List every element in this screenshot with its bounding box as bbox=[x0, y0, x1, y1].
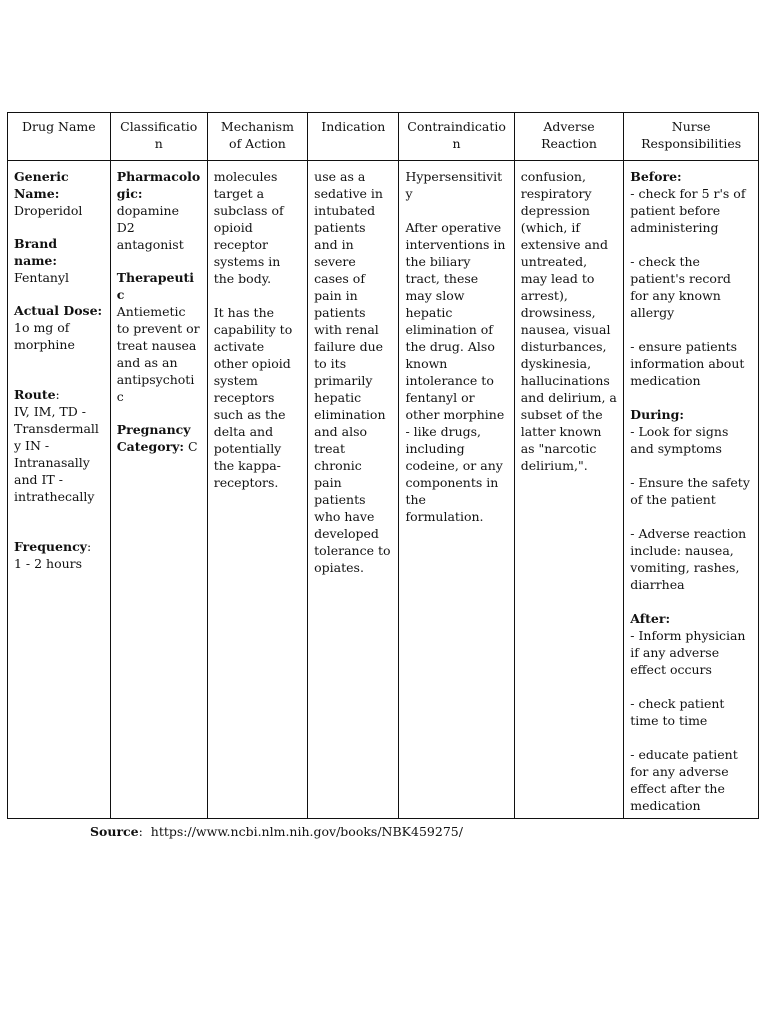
header-contraindication: Contraindication bbox=[399, 113, 514, 161]
after-label: After: bbox=[630, 611, 671, 626]
header-mechanism: Mechanism of Action bbox=[207, 113, 307, 161]
after-item: - educate patient for any adverse effect after the medication bbox=[630, 747, 738, 813]
header-indication: Indication bbox=[308, 113, 399, 161]
route-label: Route bbox=[14, 387, 56, 402]
during-label: During: bbox=[630, 407, 684, 422]
mechanism-paragraph: molecules target a subclass of opioid receptor systems in the body. bbox=[213, 169, 284, 286]
therapeutic-label: Therapeutic bbox=[116, 270, 195, 302]
before-label: Before: bbox=[630, 169, 682, 184]
drug-study-table bbox=[7, 112, 759, 819]
pharmacologic-value: dopamine D2 antagonist bbox=[116, 203, 184, 252]
brand-name-label: Brand name: bbox=[14, 236, 58, 268]
contraindication-paragraph: Hypersensitivity bbox=[405, 169, 503, 201]
source-line: Source: https://www.ncbi.nlm.nih.gov/books/NBK459275/ bbox=[90, 824, 463, 839]
table-header-row bbox=[8, 113, 759, 161]
during-item: - Ensure the safety of the patient bbox=[630, 475, 750, 507]
generic-name-value: Droperidol bbox=[14, 203, 83, 218]
brand-name-value: Fentanyl bbox=[14, 270, 70, 285]
table-row bbox=[8, 161, 759, 819]
before-item: - check the patient's record for any known allergy bbox=[630, 254, 731, 320]
cell-adverse-reaction bbox=[514, 161, 624, 819]
pregnancy-category-value: C bbox=[188, 439, 198, 454]
source-label: Source bbox=[90, 824, 139, 839]
header-adverse-reaction: Adverse Reaction bbox=[514, 113, 624, 161]
pharmacologic-label: Pharmacologic: bbox=[116, 169, 201, 201]
before-item: - check for 5 r's of patient before administering bbox=[630, 186, 746, 235]
route-value: IV, IM, TD - Transdermally IN - Intranasally and IT - intrathecally bbox=[14, 404, 99, 504]
cell-contraindication bbox=[399, 161, 514, 819]
header-nurse-responsibilities: Nurse Responsibilities bbox=[624, 113, 759, 161]
adverse-reaction-text: confusion, respiratory depression (which, if extensive and untreated, may lead to arrest), drowsiness, nausea, visual disturbances, dyskinesia, hallucinations and delirium, a subset of the latter known as "narcotic delirium,". bbox=[520, 169, 617, 473]
generic-name-label: Generic Name: bbox=[14, 169, 69, 201]
header-drug-name: Drug Name bbox=[8, 113, 111, 161]
therapeutic-value: Antiemetic to prevent or treat nausea and as an antipsychotic bbox=[116, 304, 200, 404]
mechanism-paragraph: It has the capability to activate other opioid system receptors such as the delta and potentially the kappa-receptors. bbox=[213, 305, 293, 490]
actual-dose-label: Actual Dose: bbox=[14, 303, 103, 318]
cell-nurse-responsibilities bbox=[624, 161, 759, 819]
source-url[interactable]: https://www.ncbi.nlm.nih.gov/books/NBK459275/ bbox=[150, 824, 463, 839]
cell-indication bbox=[308, 161, 399, 819]
contraindication-paragraph: After operative interventions in the biliary tract, these may slow hepatic elimination of the drug. Also known intolerance to fentanyl or other morphine - like drugs, including codeine, or any components in the formulation. bbox=[405, 220, 506, 524]
cell-drug-name: Generic Name: Droperidol Brand name: Fentanyl Actual Dose: 1o mg of morphine Route: IV, IM, TD - Transdermally IN - Intranasally and IT - intrathecally Frequency: 1 - 2 hours bbox=[8, 161, 111, 819]
header-classification: Classification bbox=[110, 113, 207, 161]
actual-dose-value: 1o mg of morphine bbox=[14, 320, 75, 352]
frequency-value: 1 - 2 hours bbox=[14, 556, 83, 571]
before-item: - ensure patients information about medication bbox=[630, 339, 745, 388]
during-item: - Adverse reaction include: nausea, vomiting, rashes, diarrhea bbox=[630, 526, 747, 592]
indication-text: use as a sedative in intubated patients and in severe cases of pain in patients with renal failure due to its primarily hepatic elimination and also treat chronic pain patients who have developed tolerance to opiates. bbox=[314, 169, 391, 575]
after-item: - Inform physician if any adverse effect occurs bbox=[630, 628, 746, 677]
frequency-label: Frequency bbox=[14, 539, 87, 554]
cell-mechanism bbox=[207, 161, 307, 819]
cell-classification bbox=[110, 161, 207, 819]
during-item: - Look for signs and symptoms bbox=[630, 424, 729, 456]
after-item: - check patient time to time bbox=[630, 696, 725, 728]
pregnancy-category-label: Pregnancy Category: bbox=[116, 422, 191, 454]
